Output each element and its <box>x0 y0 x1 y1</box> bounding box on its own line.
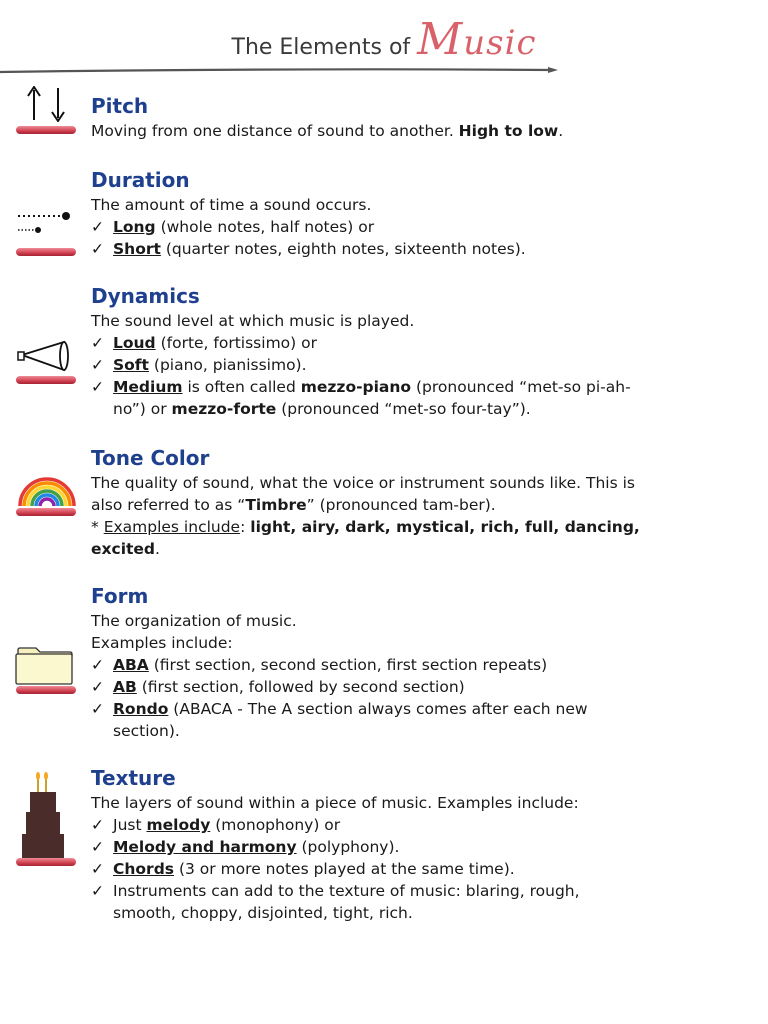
term-bold: mezzo-piano <box>300 378 412 396</box>
check-icon: ✓ <box>91 240 104 258</box>
check-icon: ✓ <box>91 334 104 352</box>
tone-underlined: Examples include <box>103 518 241 536</box>
term-desc: is often called <box>182 378 301 396</box>
duration-intro: The amount of time a sound occurs. <box>91 196 372 214</box>
term: ABA <box>113 656 149 674</box>
rainbow-icon <box>16 474 78 508</box>
pitch-desc: Moving from one distance of sound to another. <box>91 122 459 140</box>
term-desc: (monophony) or <box>210 816 341 834</box>
list-item <box>91 354 691 376</box>
list-item <box>91 654 691 676</box>
list-item <box>91 814 691 836</box>
list-item-continued <box>91 398 691 420</box>
tone-line-4 <box>91 538 691 560</box>
list-item <box>91 332 691 354</box>
title-script <box>417 14 537 65</box>
check-icon: ✓ <box>91 816 104 834</box>
accent-bar <box>16 858 76 866</box>
check-icon: ✓ <box>91 218 104 236</box>
tone-line-2 <box>91 494 691 516</box>
accent-bar <box>16 508 76 516</box>
heading-form: Form <box>91 584 149 608</box>
heading-texture: Texture <box>91 766 176 790</box>
heading-duration: Duration <box>91 168 190 192</box>
page-title <box>0 14 768 65</box>
term-desc: no”) or <box>113 400 172 418</box>
pitch-strong: High to low <box>458 122 559 140</box>
term: Loud <box>113 334 156 352</box>
term: Rondo <box>113 700 169 718</box>
check-icon: ✓ <box>91 356 104 374</box>
accent-bar <box>16 126 76 134</box>
term: melody <box>146 816 211 834</box>
check-icon: ✓ <box>91 656 104 674</box>
term-desc: (pronounced “met-so four-tay”). <box>276 400 531 418</box>
term-pre: Just <box>113 816 147 834</box>
term: Medium <box>113 378 183 396</box>
pitch-text <box>91 120 691 142</box>
tone-text: also referred to as “ <box>91 496 246 514</box>
list-item <box>91 836 691 858</box>
term: AB <box>113 678 137 696</box>
check-icon: ✓ <box>91 678 104 696</box>
tone-examples: light, airy, dark, mystical, rich, full, dancing, <box>250 518 640 536</box>
term-desc: (pronounced “met-so pi-ah- <box>411 378 631 396</box>
title-prefix: The Elements of <box>231 35 411 60</box>
dynamics-intro: The sound level at which music is played. <box>91 312 415 330</box>
tone-text: * <box>91 518 104 536</box>
term-desc: (first section, second section, first section repeats) <box>148 656 548 674</box>
term: Short <box>113 240 161 258</box>
list-item <box>91 880 691 902</box>
title-script-cap: M <box>417 14 464 65</box>
list-item <box>91 216 691 238</box>
list-item <box>91 376 691 398</box>
tone-text: : <box>240 518 251 536</box>
term: Long <box>113 218 156 236</box>
list-item-continued: smooth, choppy, disjointed, tight, rich. <box>113 904 413 922</box>
term-desc: (first section, followed by second section) <box>136 678 465 696</box>
heading-tone-color: Tone Color <box>91 446 210 470</box>
accent-bar <box>16 376 76 384</box>
heading-pitch: Pitch <box>91 94 149 118</box>
tone-text: . <box>155 540 160 558</box>
pitch-end: . <box>558 122 564 140</box>
list-item <box>91 676 691 698</box>
dotted-lines-icon <box>16 210 76 240</box>
title-divider <box>0 64 768 78</box>
term-desc: (ABACA - The A section always comes after each new <box>168 700 588 718</box>
term-desc: (quarter notes, eighth notes, sixteenth notes). <box>160 240 526 258</box>
form-intro: The organization of music. <box>91 612 297 630</box>
tone-examples: excited <box>91 540 156 558</box>
check-icon: ✓ <box>91 378 104 396</box>
list-item <box>91 698 691 720</box>
form-intro-2: Examples include: <box>91 634 233 652</box>
tone-term: Timbre <box>245 496 307 514</box>
megaphone-icon <box>16 340 76 372</box>
tone-line-1: The quality of sound, what the voice or instrument sounds like. This is <box>91 474 635 492</box>
term: Chords <box>113 860 175 878</box>
list-item-continued: section). <box>113 722 180 740</box>
term-desc: (piano, pianissimo). <box>148 356 307 374</box>
tone-line-3 <box>91 516 691 538</box>
check-icon: ✓ <box>91 860 104 878</box>
accent-bar <box>16 248 76 256</box>
up-down-arrows-icon <box>22 86 72 122</box>
title-script-rest: usic <box>463 23 537 63</box>
term-bold: mezzo-forte <box>171 400 277 418</box>
term: Melody and harmony <box>113 838 297 856</box>
list-item <box>91 858 691 880</box>
tone-text: ” (pronounced tam-ber). <box>306 496 496 514</box>
list-item <box>91 238 691 260</box>
cake-icon <box>16 770 76 864</box>
term: Soft <box>113 356 149 374</box>
accent-bar <box>16 686 76 694</box>
check-icon: ✓ <box>91 700 104 718</box>
check-icon: ✓ <box>91 882 104 900</box>
heading-dynamics: Dynamics <box>91 284 200 308</box>
folder-icon <box>14 646 76 686</box>
texture-intro: The layers of sound within a piece of music. Examples include: <box>91 794 579 812</box>
term-desc: (polyphony). <box>296 838 400 856</box>
term-desc: (forte, fortissimo) or <box>155 334 317 352</box>
term-pre: Instruments can add to the texture of music: blaring, rough, <box>113 882 580 900</box>
check-icon: ✓ <box>91 838 104 856</box>
term-desc: (whole notes, half notes) or <box>155 218 375 236</box>
term-desc: (3 or more notes played at the same time). <box>174 860 515 878</box>
